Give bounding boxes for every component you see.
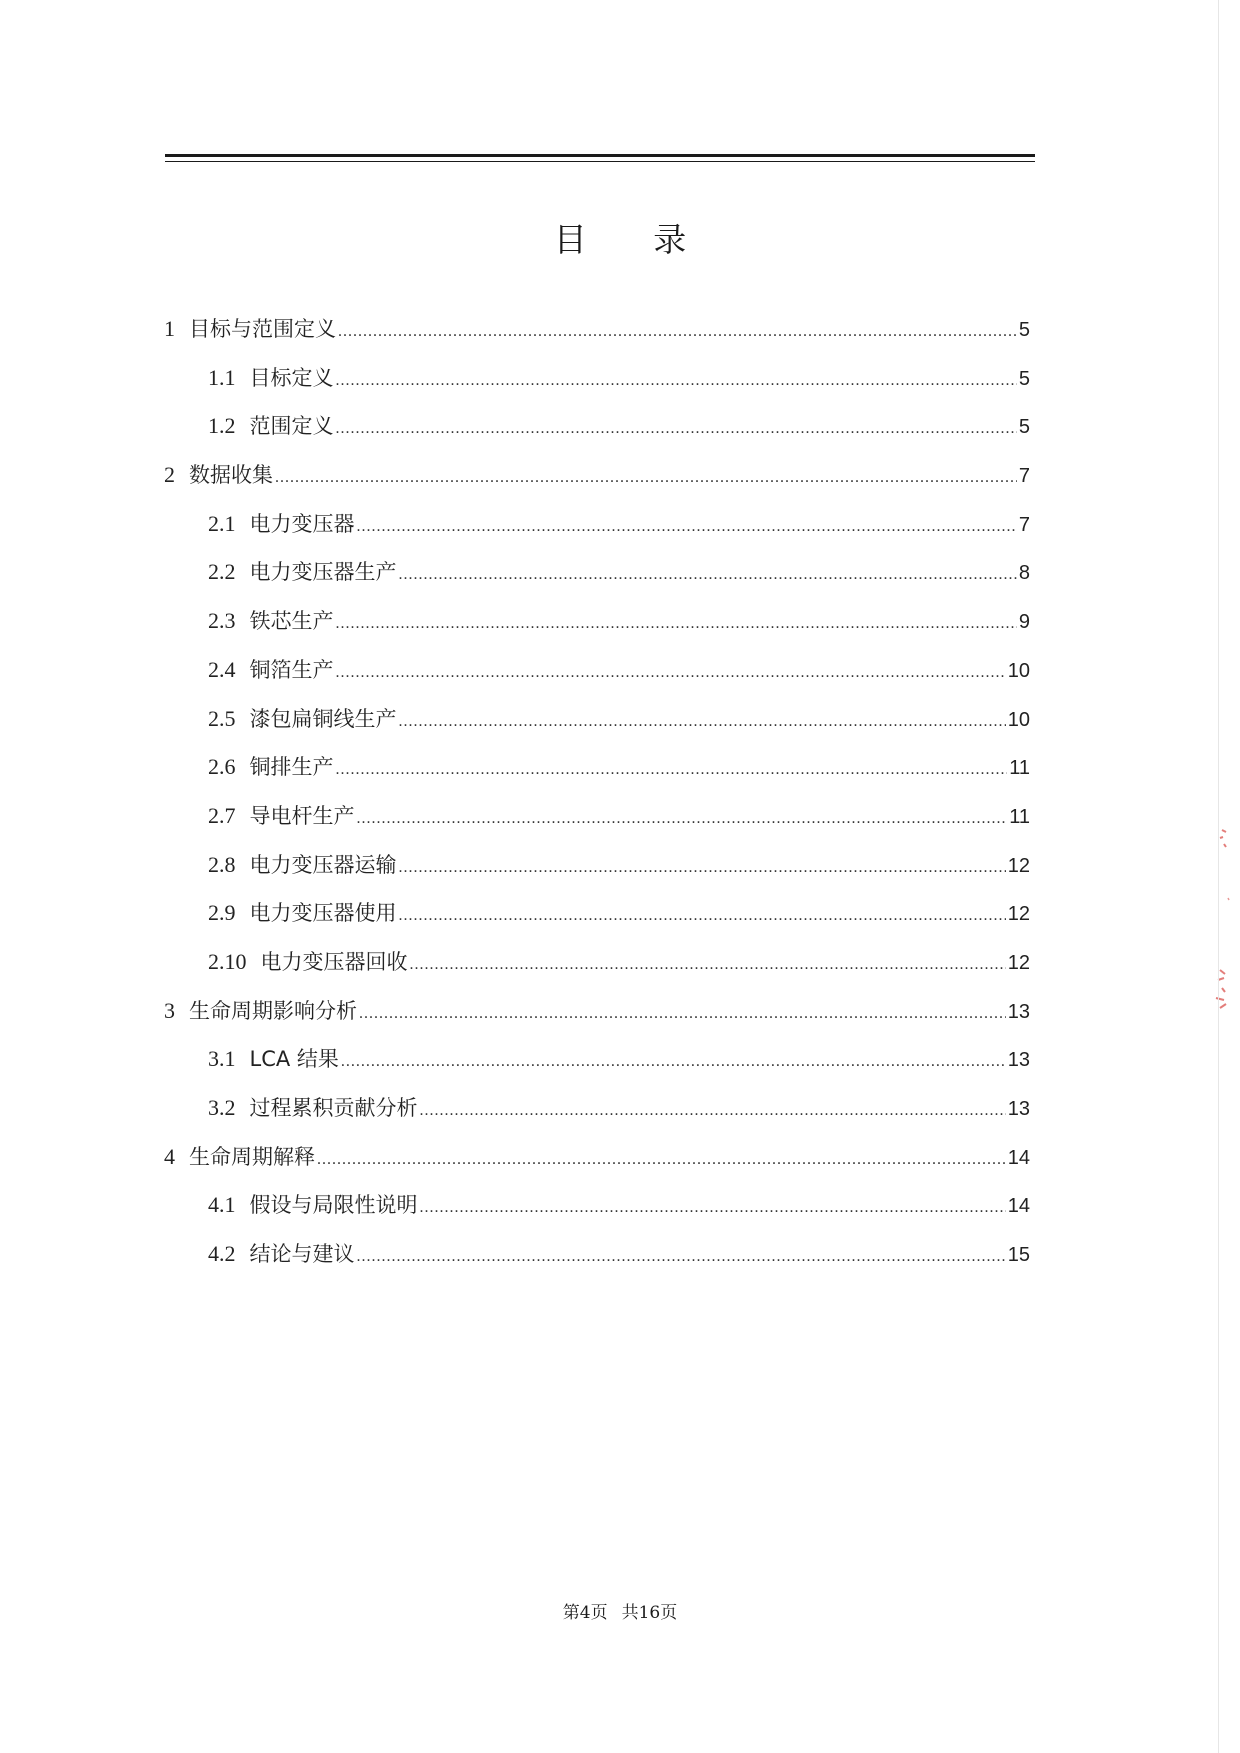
toc-entry-page: 10 bbox=[1007, 659, 1030, 682]
toc-entry-number: 2.4 bbox=[208, 656, 236, 682]
toc-entry-page: 5 bbox=[1018, 416, 1030, 439]
toc-entry-page: 11 bbox=[1009, 757, 1030, 780]
toc-entry-page: 14 bbox=[1007, 1195, 1030, 1218]
toc-entry-number: 2.7 bbox=[208, 802, 236, 828]
toc-entry-title: 目标定义 bbox=[249, 365, 334, 390]
toc-leader-dots bbox=[317, 1136, 1006, 1185]
toc-entry-page: 8 bbox=[1018, 562, 1030, 585]
toc-leader-dots bbox=[336, 357, 1017, 406]
toc-entry-title: 铜箔生产 bbox=[249, 657, 334, 682]
toc-entry-page: 14 bbox=[1007, 1146, 1030, 1169]
toc-entry-title: 数据收集 bbox=[189, 463, 273, 488]
toc-entry-number: 2 bbox=[164, 462, 175, 488]
toc-entry[interactable] bbox=[160, 451, 1030, 500]
toc-entry-title: 结论与建议 bbox=[249, 1242, 355, 1267]
toc-entry-title: 过程累积贡献分析 bbox=[249, 1096, 418, 1120]
toc-leader-dots bbox=[275, 454, 1017, 503]
toc-leader-dots bbox=[420, 1184, 1006, 1233]
toc-entry[interactable] bbox=[160, 548, 1030, 597]
toc-entry[interactable] bbox=[160, 1084, 1030, 1133]
toc-entry[interactable] bbox=[160, 305, 1030, 354]
toc-entry-number: 1.2 bbox=[208, 413, 236, 439]
header-rule-thin bbox=[165, 161, 1035, 162]
toc-entry-page: 13 bbox=[1007, 1000, 1030, 1023]
toc-entry-page: 13 bbox=[1007, 1098, 1030, 1120]
toc-leader-dots bbox=[410, 941, 1006, 990]
toc-entry-page: 7 bbox=[1018, 465, 1030, 488]
toc-leader-dots bbox=[338, 308, 1017, 357]
toc-entry-number: 4.2 bbox=[208, 1241, 236, 1267]
page-footer bbox=[0, 1598, 1240, 1623]
toc-entry-title: 电力变压器 bbox=[249, 511, 355, 536]
toc-entry-page: 12 bbox=[1007, 951, 1030, 974]
toc-leader-dots bbox=[399, 892, 1006, 941]
toc-entry-page: 11 bbox=[1009, 805, 1030, 828]
toc-leader-dots bbox=[399, 698, 1006, 747]
toc-leader-dots bbox=[336, 600, 1017, 649]
toc-entry-number: 2.2 bbox=[208, 559, 236, 585]
toc-entry-title: LCA 结果 bbox=[249, 1047, 339, 1072]
toc-leader-dots bbox=[357, 795, 1008, 844]
toc-entry[interactable] bbox=[160, 1035, 1030, 1084]
stamp-fragment-icon bbox=[1198, 820, 1240, 1050]
toc-entry-title: 铜排生产 bbox=[249, 755, 334, 780]
toc-entry[interactable] bbox=[160, 500, 1030, 549]
toc-entry-number: 3.2 bbox=[208, 1095, 236, 1120]
table-of-contents bbox=[160, 305, 1030, 1279]
toc-entry-number: 1 bbox=[164, 316, 175, 341]
toc-leader-dots bbox=[336, 649, 1006, 698]
toc-entry[interactable] bbox=[160, 792, 1030, 841]
toc-leader-dots bbox=[420, 1087, 1006, 1136]
toc-leader-dots bbox=[399, 844, 1006, 893]
toc-entry-title: 生命周期解释 bbox=[189, 1144, 315, 1169]
toc-entry[interactable] bbox=[160, 841, 1030, 890]
header-rule-thick bbox=[165, 154, 1035, 157]
toc-entry-title: 目标与范围定义 bbox=[189, 317, 336, 341]
toc-entry-number: 2.9 bbox=[208, 900, 236, 926]
toc-entry-title: 假设与局限性说明 bbox=[249, 1193, 418, 1218]
toc-entry-number: 2.8 bbox=[208, 851, 236, 877]
toc-leader-dots bbox=[336, 405, 1017, 454]
toc-entry-number: 3.1 bbox=[208, 1046, 236, 1072]
toc-entry-page: 12 bbox=[1007, 854, 1030, 877]
toc-entry-number: 2.5 bbox=[208, 705, 236, 731]
toc-entry-number: 2.3 bbox=[208, 608, 236, 634]
toc-entry[interactable] bbox=[160, 1181, 1030, 1230]
toc-entry-title: 电力变压器运输 bbox=[249, 852, 397, 877]
toc-leader-dots bbox=[359, 990, 1006, 1039]
toc-entry-number: 2.10 bbox=[208, 948, 247, 974]
toc-leader-dots bbox=[357, 1233, 1006, 1282]
toc-entry[interactable] bbox=[160, 938, 1030, 987]
toc-entry[interactable] bbox=[160, 597, 1030, 646]
toc-entry[interactable] bbox=[160, 1230, 1030, 1279]
toc-entry-title: 电力变压器使用 bbox=[249, 901, 397, 926]
toc-entry-number: 3 bbox=[164, 997, 175, 1023]
toc-entry-page: 7 bbox=[1018, 513, 1030, 536]
toc-entry[interactable] bbox=[160, 695, 1030, 744]
toc-entry-number: 4 bbox=[164, 1143, 175, 1169]
toc-entry[interactable] bbox=[160, 1133, 1030, 1182]
toc-entry-page: 5 bbox=[1018, 367, 1030, 390]
toc-entry-number: 2.1 bbox=[208, 510, 236, 536]
toc-entry[interactable] bbox=[160, 646, 1030, 695]
toc-entry-title: 铁芯生产 bbox=[249, 609, 334, 634]
toc-entry[interactable] bbox=[160, 743, 1030, 792]
toc-leader-dots bbox=[357, 503, 1017, 552]
toc-entry-number: 1.1 bbox=[208, 364, 236, 390]
toc-entry[interactable] bbox=[160, 354, 1030, 403]
toc-entry[interactable] bbox=[160, 402, 1030, 451]
toc-entry-number: 2.6 bbox=[208, 754, 236, 780]
toc-entry-page: 15 bbox=[1007, 1244, 1030, 1267]
toc-leader-dots bbox=[341, 1038, 1006, 1087]
toc-leader-dots bbox=[336, 746, 1008, 795]
toc-entry-page: 10 bbox=[1007, 708, 1030, 731]
current-page-label: 第4页 bbox=[562, 1603, 608, 1623]
toc-entry-page: 9 bbox=[1018, 611, 1030, 634]
toc-entry-title: 生命周期影响分析 bbox=[189, 998, 357, 1023]
toc-entry-title: 电力变压器回收 bbox=[260, 949, 408, 974]
toc-entry-page: 13 bbox=[1007, 1049, 1030, 1072]
total-pages-label: 共16页 bbox=[621, 1603, 678, 1623]
toc-entry-page: 5 bbox=[1018, 319, 1030, 341]
toc-entry-title: 漆包扁铜线生产 bbox=[249, 706, 397, 731]
toc-entry-title: 电力变压器生产 bbox=[249, 560, 397, 585]
scan-edge bbox=[1218, 0, 1219, 1753]
toc-title: 目 录 bbox=[553, 220, 715, 259]
toc-entry-title: 范围定义 bbox=[249, 414, 334, 439]
toc-leader-dots bbox=[399, 551, 1017, 600]
toc-entry-number: 4.1 bbox=[208, 1192, 236, 1218]
toc-entry[interactable] bbox=[160, 889, 1030, 938]
toc-entry-title: 导电杆生产 bbox=[249, 803, 355, 828]
toc-entry-page: 12 bbox=[1007, 903, 1030, 926]
toc-entry[interactable] bbox=[160, 987, 1030, 1036]
